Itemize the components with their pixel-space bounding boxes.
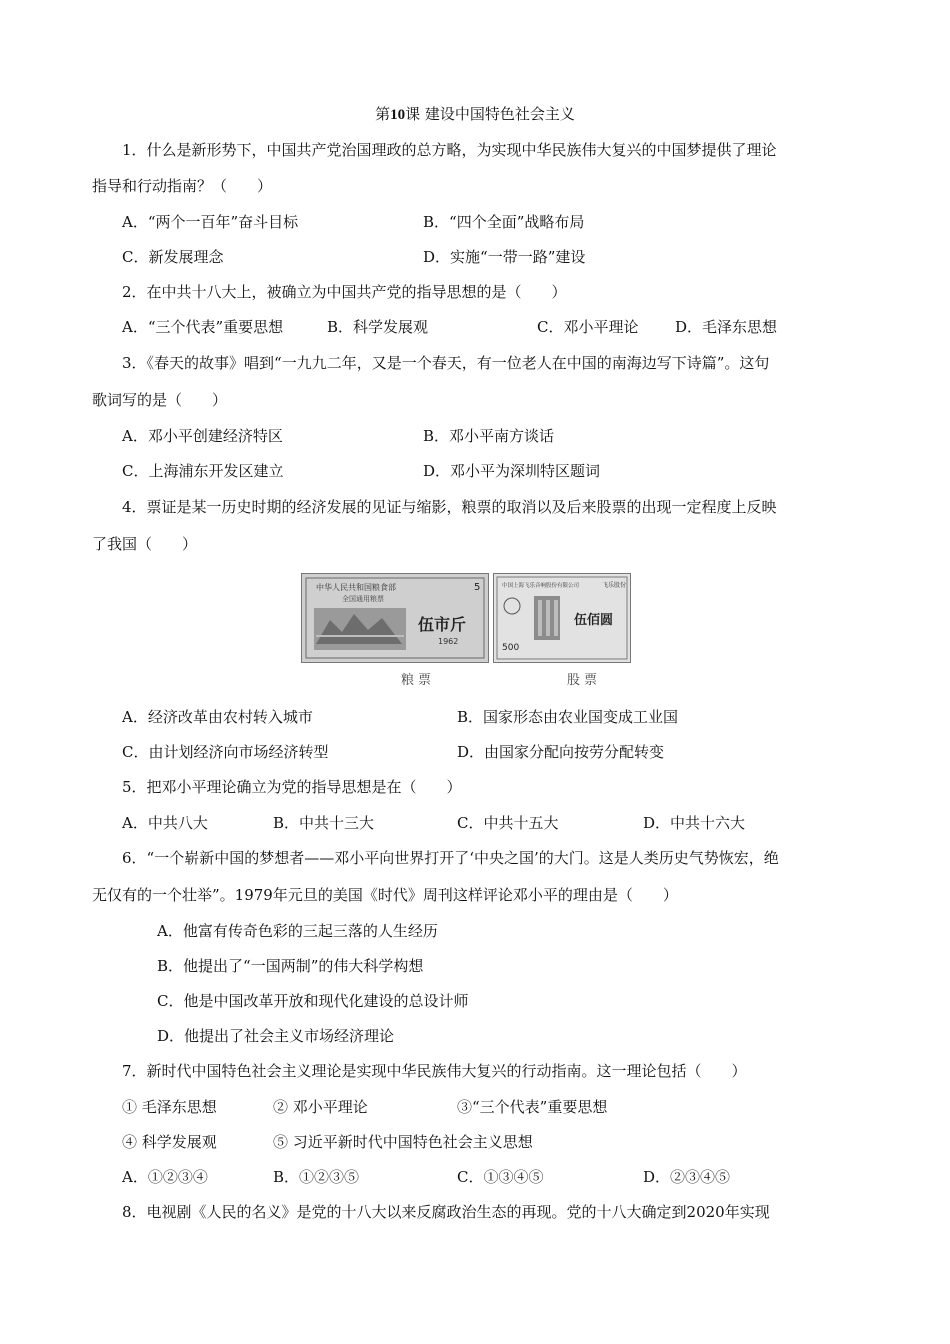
title-number: 10	[390, 107, 406, 123]
question-5-stem: 5．把邓小平理论确立为党的指导思想是在（ ）	[122, 778, 462, 796]
question-7-item-5: ⑤ 习近平新时代中国特色社会主义思想	[273, 1133, 533, 1151]
question-8-stem: 8．电视剧《人民的名义》是党的十八大以来反腐政治生态的再现。党的十八大确定到2020年实现	[122, 1203, 770, 1221]
question-4-option-b[interactable]: B．国家形态由农业国变成工业国	[457, 708, 679, 726]
question-2-option-b[interactable]: B．科学发展观	[327, 318, 429, 336]
question-3-stem-cont: 歌词写的是（ ）	[92, 391, 228, 409]
question-2-option-a[interactable]: A．“三个代表”重要思想	[122, 318, 284, 336]
ration-coupon-and-stock-figure	[301, 573, 631, 691]
question-7-option-a[interactable]: A．①②③④	[122, 1168, 208, 1186]
question-6-option-c[interactable]: C．他是中国改革开放和现代化建设的总设计师	[157, 992, 469, 1010]
question-7-item-1: ① 毛泽东思想	[122, 1098, 217, 1116]
stock-certificate-header: 中国上海飞乐音响股份有限公司	[502, 583, 580, 589]
title-prefix: 第	[375, 105, 391, 123]
question-1-stem-cont: 指导和行动指南？（ ）	[92, 177, 273, 195]
stock-certificate-image	[493, 573, 631, 663]
question-3-option-a[interactable]: A．邓小平创建经济特区	[122, 427, 283, 445]
caption-stock: 股票	[567, 673, 602, 688]
question-7-option-b[interactable]: B．①②③⑤	[273, 1168, 360, 1186]
question-6-stem-cont: 无仅有的一个壮举”。1979年元旦的美国《时代》周刊这样评论邓小平的理由是（ ）	[92, 886, 678, 904]
grain-coupon-image	[301, 573, 489, 663]
grain-coupon-amount: 伍市斤	[418, 615, 467, 634]
question-3-option-d[interactable]: D．邓小平为深圳特区题词	[423, 462, 601, 480]
stock-certificate-amount: 伍佰圆	[574, 613, 614, 628]
question-4-stem-cont: 了我国（ ）	[92, 535, 198, 553]
question-7-item-2: ② 邓小平理论	[273, 1098, 368, 1116]
question-3-stem: 3．《春天的故事》唱到“一九九二年，又是一个春天，有一位老人在中国的南海边写下诗篇”。这句	[122, 354, 770, 372]
question-7-stem: 7．新时代中国特色社会主义理论是实现中华民族伟大复兴的行动指南。这一理论包括（ ）	[122, 1062, 747, 1080]
question-5-option-c[interactable]: C．中共十五大	[457, 814, 559, 832]
question-3-option-b[interactable]: B．邓小平南方谈话	[423, 427, 555, 445]
stock-certificate-title: 飞乐股份	[602, 582, 627, 589]
grain-coupon-corner: 5	[474, 582, 481, 593]
question-4-option-d[interactable]: D．由国家分配向按劳分配转变	[457, 743, 665, 761]
question-5-option-b[interactable]: B．中共十三大	[273, 814, 375, 832]
question-5-option-a[interactable]: A．中共八大	[122, 814, 208, 832]
question-7-item-4: ④ 科学发展观	[122, 1133, 217, 1151]
grain-coupon-sub: 全国通用粮票	[342, 595, 384, 603]
question-4-option-a[interactable]: A．经济改革由农村转入城市	[122, 708, 313, 726]
caption-grain-coupon: 粮票	[401, 673, 436, 688]
grain-coupon-header: 中华人民共和国粮食部	[316, 583, 396, 592]
question-4-stem: 4．票证是某一历史时期的经济发展的见证与缩影，粮票的取消以及后来股票的出现一定程度上反映	[122, 498, 777, 516]
question-6-stem: 6．“一个崭新中国的梦想者——邓小平向世界打开了‘中央之国’的大门。这是人类历史气势恢宏，绝	[122, 849, 779, 867]
question-7-item-3: ③“三个代表”重要思想	[457, 1098, 608, 1116]
question-7-option-d[interactable]: D．②③④⑤	[643, 1168, 731, 1186]
stock-certificate-value: 500	[502, 643, 520, 653]
stock-certificate-graphic	[494, 574, 630, 662]
question-3-option-c[interactable]: C．上海浦东开发区建立	[122, 462, 284, 480]
question-6-option-b[interactable]: B．他提出了“一国两制”的伟大科学构想	[157, 957, 424, 975]
title-suffix: 课 建设中国特色社会主义	[405, 105, 575, 123]
question-1-option-c[interactable]: C．新发展理念	[122, 248, 224, 266]
question-6-option-d[interactable]: D．他提出了社会主义市场经济理论	[157, 1027, 395, 1045]
question-2-option-c[interactable]: C．邓小平理论	[537, 318, 639, 336]
grain-coupon-year: 1962	[438, 637, 459, 646]
page-title	[0, 104, 950, 125]
question-6-option-a[interactable]: A．他富有传奇色彩的三起三落的人生经历	[157, 922, 438, 940]
question-7-option-c[interactable]: C．①③④⑤	[457, 1168, 544, 1186]
question-2-stem: 2．在中共十八大上，被确立为中国共产党的指导思想的是（ ）	[122, 283, 567, 301]
question-5-option-d[interactable]: D．中共十六大	[643, 814, 746, 832]
grain-coupon-graphic	[302, 574, 488, 662]
question-2-option-d[interactable]: D．毛泽东思想	[675, 318, 778, 336]
question-1-option-d[interactable]: D．实施“一带一路”建设	[423, 248, 586, 266]
question-1-option-b[interactable]: B．“四个全面”战略布局	[423, 213, 585, 231]
question-4-option-c[interactable]: C．由计划经济向市场经济转型	[122, 743, 329, 761]
question-1-option-a[interactable]: A．“两个一百年”奋斗目标	[122, 213, 299, 231]
question-1-stem: 1．什么是新形势下，中国共产党治国理政的总方略，为实现中华民族伟大复兴的中国梦提供了理论	[122, 141, 777, 159]
